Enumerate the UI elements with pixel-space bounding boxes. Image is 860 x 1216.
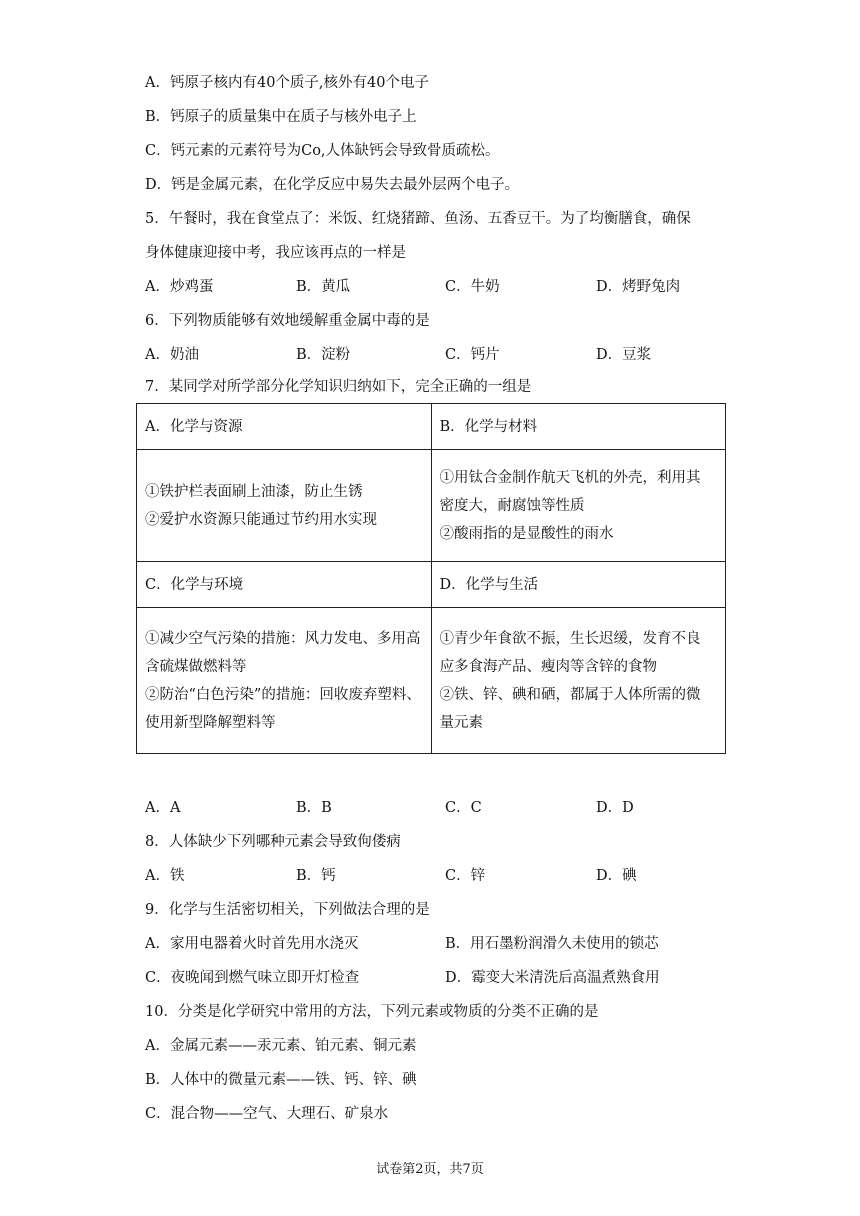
q9-stem: 9．化学与生活密切相关，下列做法合理的是 bbox=[145, 902, 430, 918]
q4-option-d: D．钙是金属元素，在化学反应中易失去最外层两个电子。 bbox=[145, 177, 520, 193]
table-header-d: D．化学与生活 bbox=[431, 562, 726, 608]
q4-option-a: A．钙原子核内有40个质子,核外有40个电子 bbox=[145, 75, 429, 91]
cell-c-item-2-cont: 使用新型降解塑料等 bbox=[145, 714, 276, 731]
q4-option-c: C．钙元素的元素符号为Co,人体缺钙会导致骨质疏松。 bbox=[145, 143, 500, 159]
q8-option-a: A．铁 bbox=[145, 868, 185, 884]
cell-d-item-1-cont: 应多食海产品、瘦肉等含锌的食物 bbox=[439, 658, 657, 675]
q7-option-d: D．D bbox=[596, 800, 634, 816]
table-cell-b bbox=[431, 450, 726, 562]
q8-option-b: B．钙 bbox=[296, 868, 336, 884]
q6-stem: 6．下列物质能够有效地缓解重金属中毒的是 bbox=[145, 313, 430, 329]
q10-option-a: A．金属元素——汞元素、铂元素、铜元素 bbox=[145, 1038, 417, 1054]
q10-option-c: C．混合物——空气、大理石、矿泉水 bbox=[145, 1106, 389, 1122]
q5-stem-line1: 5．午餐时，我在食堂点了：米饭、红烧猪蹄、鱼汤、五香豆干。为了均衡膳食，确保 bbox=[145, 211, 691, 227]
q6-option-b: B．淀粉 bbox=[296, 347, 351, 363]
q8-option-d: D．碘 bbox=[596, 868, 637, 884]
q5-option-b: B．黄瓜 bbox=[296, 279, 351, 295]
q9-option-d: D．霉变大米清洗后高温煮熟食用 bbox=[445, 970, 660, 986]
q10-stem: 10．分类是化学研究中常用的方法，下列元素或物质的分类不正确的是 bbox=[145, 1004, 599, 1020]
q5-option-a: A．炒鸡蛋 bbox=[145, 279, 214, 295]
q8-stem: 8．人体缺少下列哪种元素会导致佝偻病 bbox=[145, 834, 401, 850]
q7-stem: 7．某同学对所学部分化学知识归纳如下，完全正确的一组是 bbox=[145, 379, 532, 395]
table-header-c: C．化学与环境 bbox=[137, 562, 432, 608]
q4-option-b: B．钙原子的质量集中在质子与核外电子上 bbox=[145, 109, 417, 125]
cell-b-item-1: ①用钛合金制作航天飞机的外壳，利用其 bbox=[439, 469, 701, 486]
q9-option-c: C．夜晚闻到燃气味立即开灯检查 bbox=[145, 970, 360, 986]
q9-option-a: A．家用电器着火时首先用水浇灭 bbox=[145, 936, 359, 952]
q5-stem-line2: 身体健康迎接中考，我应该再点的一样是 bbox=[145, 245, 406, 261]
cell-a-item-2: ②爱护水资源只能通过节约用水实现 bbox=[145, 511, 377, 528]
q7-option-a: A．A bbox=[145, 800, 181, 816]
q8-option-c: C．锌 bbox=[445, 868, 486, 884]
q6-option-a: A．奶油 bbox=[145, 347, 199, 363]
cell-c-item-1: ①减少空气污染的措施：风力发电、多用高 bbox=[145, 630, 421, 647]
table-cell-d bbox=[431, 608, 726, 754]
q6-option-d: D．豆浆 bbox=[596, 347, 652, 363]
cell-d-item-2: ②铁、锌、碘和硒，都属于人体所需的微 bbox=[439, 686, 701, 703]
q6-option-c: C．钙片 bbox=[445, 347, 500, 363]
page-footer: 试卷第2页，共7页 bbox=[376, 1162, 484, 1177]
cell-c-item-1-cont: 含硫煤做燃料等 bbox=[145, 658, 247, 675]
cell-a-item-1: ①铁护栏表面刷上油漆，防止生锈 bbox=[145, 483, 363, 500]
table-header-b: B．化学与材料 bbox=[431, 404, 726, 450]
q5-option-c: C．牛奶 bbox=[445, 279, 500, 295]
cell-b-item-2: ②酸雨指的是显酸性的雨水 bbox=[439, 525, 614, 542]
q10-option-b: B．人体中的微量元素——铁、钙、锌、碘 bbox=[145, 1072, 417, 1088]
cell-d-item-1: ①青少年食欲不振，生长迟缓，发育不良 bbox=[439, 630, 701, 647]
q5-option-d: D．烤野兔肉 bbox=[596, 279, 681, 295]
table-cell-a bbox=[137, 450, 432, 562]
table-cell-c bbox=[137, 608, 432, 754]
q7-option-c: C．C bbox=[445, 800, 482, 816]
q7-option-b: B．B bbox=[296, 800, 332, 816]
cell-c-item-2: ②防治“白色污染”的措施：回收废弃塑料、 bbox=[145, 686, 421, 703]
cell-b-item-1-cont: 密度大，耐腐蚀等性质 bbox=[439, 497, 585, 514]
cell-d-item-2-cont: 量元素 bbox=[439, 714, 483, 731]
table-header-a: A．化学与资源 bbox=[137, 404, 432, 450]
q9-option-b: B．用石墨粉润滑久未使用的锁芯 bbox=[445, 936, 659, 952]
q7-knowledge-table bbox=[136, 403, 726, 754]
